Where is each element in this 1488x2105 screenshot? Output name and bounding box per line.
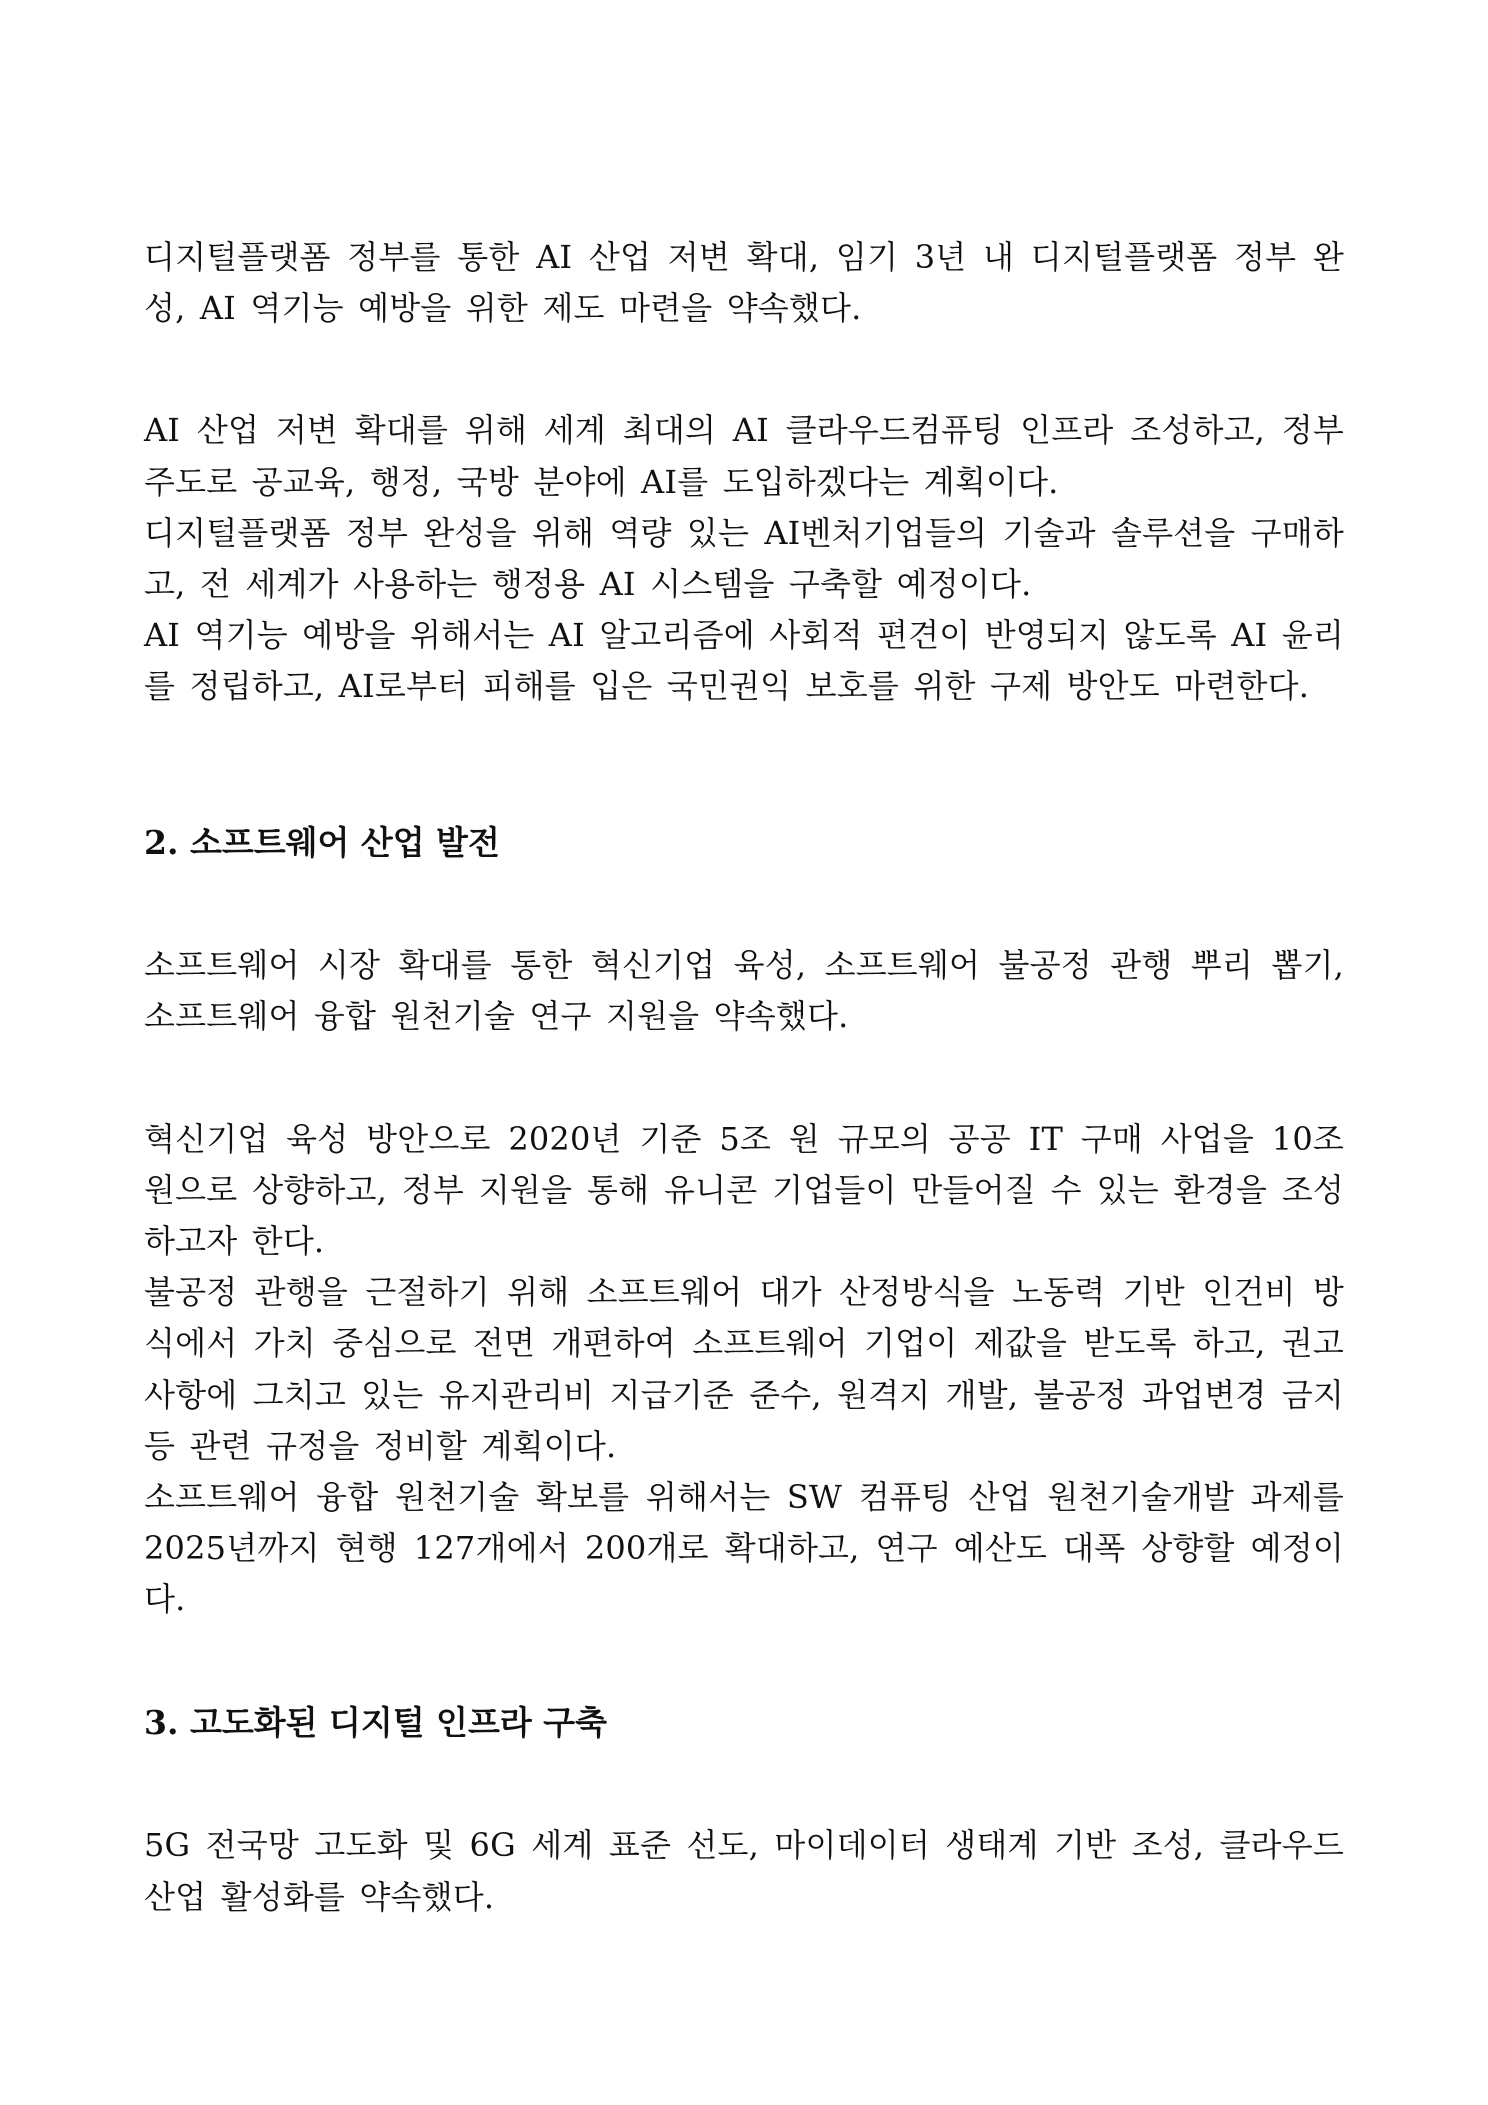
- intro-ai-ethics-paragraph: AI 역기능 예방을 위해서는 AI 알고리즘에 사회적 편견이 반영되지 않도록 AI 윤리를 정립하고, AI로부터 피해를 입은 국민권익 보호를 위한 구제 방안도 마련한다.: [144, 616, 1344, 706]
- document-body: [144, 232, 1344, 1923]
- infra-summary-paragraph: 5G 전국망 고도화 및 6G 세계 표준 선도, 마이데이터 생태계 기반 조성, 클라우드 산업 활성화를 약속했다.: [144, 1826, 1344, 1916]
- paragraph-gap: [144, 334, 1344, 405]
- paragraph-gap: [144, 1749, 1344, 1820]
- intro-digital-gov-paragraph: 디지털플랫폼 정부 완성을 위해 역량 있는 AI벤처기업들의 기술과 솔루션을 구매하고, 전 세계가 사용하는 행정용 AI 시스템을 구축할 예정이다.: [144, 513, 1344, 603]
- software-innovation-paragraph: 혁신기업 육성 방안으로 2020년 기준 5조 원 규모의 공공 IT 구매 사업을 10조 원으로 상향하고, 정부 지원을 통해 유니콘 기업들이 만들어질 수 있는 환경을 조성하고자 한다.: [144, 1119, 1344, 1261]
- intro-detail-block: [144, 405, 1344, 712]
- software-section-heading: 2. 소프트웨어 산업 발전: [144, 822, 500, 862]
- paragraph-gap: [144, 1043, 1344, 1114]
- software-fair-practice-paragraph: 불공정 관행을 근절하기 위해 소프트웨어 대가 산정방식을 노동력 기반 인건비 방식에서 가치 중심으로 전면 개편하여 소프트웨어 기업이 제값을 받도록 하고, 권고사항에 그치고 있는 유지관리비 지급기준 준수, 원격지 개발, 불공정 과업변경 금지 등 관련 규정을 정비할 계획이다.: [144, 1273, 1344, 1465]
- software-summary-paragraph: 소프트웨어 시장 확대를 통한 혁신기업 육성, 소프트웨어 불공정 관행 뿌리 뽑기, 소프트웨어 융합 원천기술 연구 지원을 약속했다.: [144, 946, 1344, 1036]
- software-detail-block: [144, 1114, 1344, 1626]
- infra-section-heading: 3. 고도화된 디지털 인프라 구축: [144, 1702, 607, 1742]
- intro-ai-base-paragraph: AI 산업 저변 확대를 위해 세계 최대의 AI 클라우드컴퓨팅 인프라 조성하고, 정부 주도로 공교육, 행정, 국방 분야에 AI를 도입하겠다는 계획이다.: [144, 411, 1344, 501]
- section-gap: [144, 713, 1344, 817]
- intro-summary-paragraph: 디지털플랫폼 정부를 통한 AI 산업 저변 확대, 임기 3년 내 디지털플랫폼 정부 완성, AI 역기능 예방을 위한 제도 마련을 약속했다.: [144, 238, 1344, 328]
- paragraph-gap: [144, 869, 1344, 940]
- section-gap: [144, 1626, 1344, 1697]
- software-rnd-paragraph: 소프트웨어 융합 원천기술 확보를 위해서는 SW 컴퓨팅 산업 원천기술개발 과제를 2025년까지 현행 127개에서 200개로 확대하고, 연구 예산도 대폭 상향할 예정이다.: [144, 1477, 1344, 1619]
